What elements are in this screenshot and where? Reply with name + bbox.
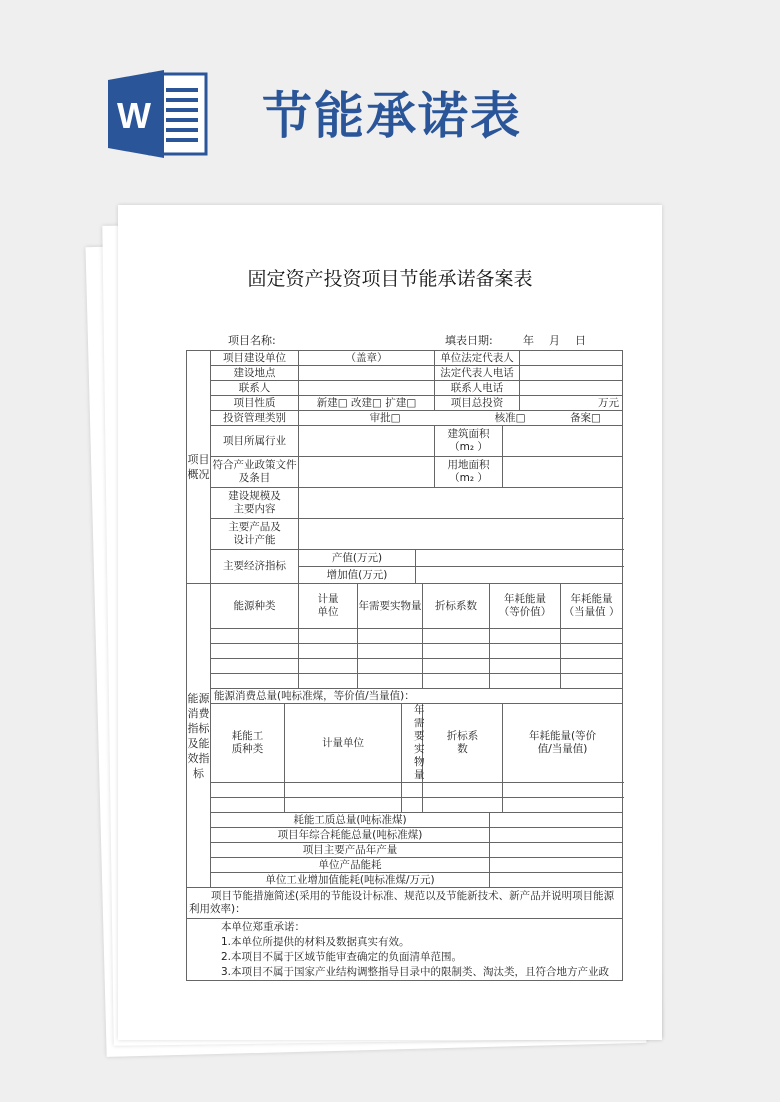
- summary-value[interactable]: [490, 873, 623, 888]
- summary-value[interactable]: [490, 858, 623, 873]
- commitment-item: 3.本项目不属于国家产业结构调整指导目录中的限制类、淘汰类，且符合地方产业政: [221, 966, 610, 978]
- year-label: 年: [523, 334, 534, 347]
- field-label: 建设地点: [211, 366, 299, 381]
- field-value[interactable]: [299, 426, 435, 457]
- field-label: 联系人电话: [435, 381, 520, 396]
- field-label: 单位法定代表人: [435, 351, 520, 366]
- section-overview: 项目概况: [187, 351, 211, 584]
- cell[interactable]: [358, 629, 423, 644]
- summary-label: 单位工业增加值能耗(吨标准煤/万元): [211, 873, 490, 888]
- cell[interactable]: [211, 644, 299, 659]
- field-label: 主要经济指标: [211, 550, 299, 584]
- day-label: 日: [575, 334, 586, 347]
- field-label: 产值(万元): [299, 550, 416, 567]
- field-value[interactable]: [503, 457, 623, 488]
- cell[interactable]: [423, 674, 490, 689]
- project-name-label: 项目名称:: [228, 334, 276, 347]
- cell[interactable]: [358, 659, 423, 674]
- cell[interactable]: [561, 644, 623, 659]
- field-value[interactable]: [299, 366, 435, 381]
- column-header: 计量单位: [285, 704, 402, 783]
- summary-label: 项目年综合耗能总量(吨标准煤): [211, 828, 490, 843]
- energy-total-label[interactable]: 能源消费总量(吨标准煤，等价值/当量值)：: [211, 689, 623, 704]
- field-label: 建设规模及主要内容: [211, 488, 299, 519]
- field-value[interactable]: [299, 519, 623, 550]
- field-label: 用地面积 （m₂ ）: [435, 457, 503, 488]
- cell[interactable]: [211, 798, 285, 813]
- field-value[interactable]: [299, 488, 623, 519]
- cell[interactable]: [211, 674, 299, 689]
- summary-label: 耗能工质总量(吨标准煤): [211, 813, 490, 828]
- cell[interactable]: [423, 798, 503, 813]
- cell[interactable]: [358, 644, 423, 659]
- column-header: 年耗能量（当量值 ）: [561, 584, 623, 629]
- column-header: 年耗能量（等价值）: [490, 584, 561, 629]
- field-label: 项目总投资: [435, 396, 520, 411]
- cell[interactable]: [285, 798, 402, 813]
- summary-value[interactable]: [490, 843, 623, 858]
- field-value[interactable]: [520, 351, 623, 366]
- filing-form-table: [186, 350, 623, 981]
- field-label: 增加值(万元): [299, 567, 416, 584]
- column-header: 折标系数: [423, 704, 503, 783]
- field-value[interactable]: [503, 426, 623, 457]
- cell[interactable]: [285, 783, 402, 798]
- field-label: 项目建设单位: [211, 351, 299, 366]
- cell[interactable]: [299, 659, 358, 674]
- cell[interactable]: [423, 783, 503, 798]
- summary-value[interactable]: [490, 813, 623, 828]
- cell[interactable]: [299, 644, 358, 659]
- field-label: 联系人: [211, 381, 299, 396]
- field-value[interactable]: [299, 457, 435, 488]
- word-icon: [108, 68, 208, 160]
- cell[interactable]: [490, 629, 561, 644]
- cell[interactable]: [490, 659, 561, 674]
- field-value[interactable]: [520, 381, 623, 396]
- column-header: 年需要实物量: [402, 704, 423, 783]
- field-value[interactable]: [416, 550, 623, 567]
- column-header: 能源种类: [211, 584, 299, 629]
- commitment-item: 2.本项目不属于区域节能审查确定的负面清单范围。: [221, 951, 463, 963]
- project-nature-options[interactable]: 新建□ 改建□ 扩建□: [299, 396, 435, 411]
- commitment-block: [187, 919, 623, 981]
- measures-description[interactable]: 项目节能措施简述(采用的节能设计标准、规范以及节能新技术、新产品并说明项目能源利用效率)：: [187, 888, 623, 919]
- column-header: 年需要实物量: [358, 584, 423, 629]
- commitment-item: 1.本单位所提供的材料及数据真实有效。: [221, 936, 410, 948]
- cell[interactable]: [503, 783, 623, 798]
- summary-value[interactable]: [490, 828, 623, 843]
- field-label: 法定代表人电话: [435, 366, 520, 381]
- document-title: 固定资产投资项目节能承诺备案表: [247, 268, 533, 290]
- section-energy: 能源消费指标及能效指标: [187, 584, 211, 888]
- cell[interactable]: [490, 644, 561, 659]
- cell[interactable]: [211, 783, 285, 798]
- summary-label: 项目主要产品年产量: [211, 843, 490, 858]
- cell[interactable]: [490, 674, 561, 689]
- field-value[interactable]: （盖章）: [299, 351, 435, 366]
- option-record[interactable]: 备案□: [570, 411, 601, 424]
- field-label: 项目性质: [211, 396, 299, 411]
- cell[interactable]: [561, 674, 623, 689]
- field-value[interactable]: [299, 381, 435, 396]
- commitment-title: 本单位郑重承诺：: [221, 921, 305, 933]
- cell[interactable]: [299, 629, 358, 644]
- field-label: 投资管理类别: [211, 411, 299, 426]
- mgmt-options[interactable]: [299, 411, 623, 426]
- total-investment-value[interactable]: 万元: [520, 396, 623, 411]
- cell[interactable]: [423, 659, 490, 674]
- cell[interactable]: [423, 629, 490, 644]
- option-approval[interactable]: 审批□: [369, 411, 401, 424]
- cell[interactable]: [561, 659, 623, 674]
- month-label: 月: [549, 334, 560, 347]
- option-verify[interactable]: 核准□: [494, 411, 526, 424]
- cell[interactable]: [402, 783, 423, 798]
- svg-text:W: W: [117, 95, 151, 136]
- summary-label: 单位产品能耗: [211, 858, 490, 873]
- column-header: 折标系数: [423, 584, 490, 629]
- column-header: 年耗能量(等价值/当量值): [503, 704, 623, 783]
- cell[interactable]: [503, 798, 623, 813]
- column-header: 耗能工质种类: [211, 704, 285, 783]
- field-label: 符合产业政策文件及条目: [211, 457, 299, 488]
- cell[interactable]: [299, 674, 358, 689]
- column-header: 计量单位: [299, 584, 358, 629]
- cell[interactable]: [402, 798, 423, 813]
- cell[interactable]: [211, 629, 299, 644]
- cell[interactable]: [561, 629, 623, 644]
- date-label: 填表日期:: [445, 334, 493, 347]
- cell[interactable]: [423, 644, 490, 659]
- cell[interactable]: [358, 674, 423, 689]
- field-value[interactable]: [416, 567, 623, 584]
- field-value[interactable]: [520, 366, 623, 381]
- field-label: 建筑面积 （m₂ ）: [435, 426, 503, 457]
- field-label: 项目所属行业: [211, 426, 299, 457]
- banner-title: 节能承诺表: [262, 86, 522, 145]
- field-label: 主要产品及设计产能: [211, 519, 299, 550]
- cell[interactable]: [211, 659, 299, 674]
